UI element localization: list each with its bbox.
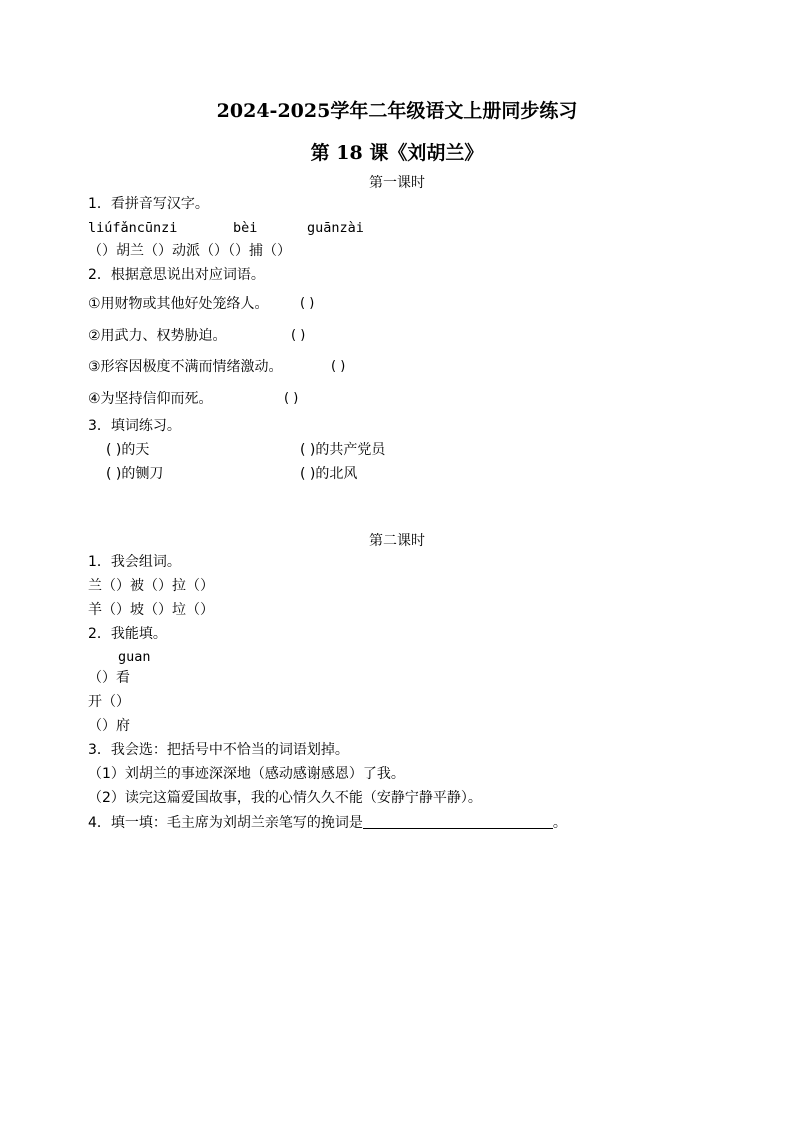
- s1-q2-answer-4: ( ): [284, 391, 299, 406]
- section2-heading: 第二课时: [369, 533, 425, 549]
- s2-q3-item-1: （1）刘胡兰的事迹深深地（感动感谢感恩）了我。: [88, 766, 405, 782]
- s2-q2-label: 2．我能填。: [88, 626, 167, 642]
- s2-q1-label: 1．我会组词。: [88, 554, 181, 570]
- s1-q1-blanks: （）胡兰（）动派（）（）捕（）: [88, 243, 291, 259]
- s1-q1-label: 1．看拼音写汉字。: [88, 196, 209, 212]
- s1-q2-answer-3: ( ): [331, 359, 346, 374]
- s2-q1-row-2: 羊（）坡（）垃（）: [88, 602, 214, 618]
- s1-q2-item-3: ③形容因极度不满而情绪激动。: [88, 359, 283, 375]
- s2-q3-label: 3．我会选：把括号中不恰当的词语划掉。: [88, 742, 349, 758]
- s1-q1-pinyin-1: liúfǎncūnzi: [88, 220, 178, 236]
- s2-q2-row-3: （）府: [88, 718, 130, 734]
- s1-q2-answer-2: ( ): [291, 328, 306, 343]
- s2-q4: [88, 814, 567, 832]
- section1-heading: 第一课时: [369, 175, 425, 191]
- s2-q4-blank[interactable]: [363, 814, 553, 829]
- s1-q2-item-4: ④为坚持信仰而死。: [88, 391, 213, 407]
- s2-q2-row-2: 开（）: [88, 694, 130, 710]
- s1-q3-item-2-left: ( )的铡刀: [106, 466, 164, 482]
- s1-q2-item-2: ②用武力、权势胁迫。: [88, 328, 227, 344]
- s2-q3-item-2: （2）读完这篇爱国故事，我的心情久久不能（安静宁静平静）。: [88, 790, 482, 806]
- s2-q1-row-1: 兰（）被（）拉（）: [88, 578, 214, 594]
- lesson-title: 第 18 课《刘胡兰》: [310, 142, 484, 164]
- s1-q1-pinyin-3: guānzài: [307, 220, 364, 236]
- s1-q3-item-1-right: ( )的共产党员: [300, 442, 386, 458]
- s2-q2-pinyin: guan: [118, 649, 151, 665]
- s1-q3-item-1-left: ( )的天: [106, 442, 150, 458]
- s1-q2-answer-1: ( ): [300, 296, 315, 311]
- s1-q3-label: 3．填词练习。: [88, 418, 181, 434]
- s2-q2-row-1: （）看: [88, 670, 130, 686]
- s1-q2-label: 2．根据意思说出对应词语。: [88, 267, 265, 283]
- s1-q1-pinyin-2: bèi: [233, 220, 258, 236]
- worksheet-title: 2024-2025学年二年级语文上册同步练习: [216, 100, 578, 122]
- s1-q3-item-2-right: ( )的北风: [300, 466, 358, 482]
- s2-q4-end: 。: [552, 815, 567, 831]
- s2-q4-label: 4．填一填：毛主席为刘胡兰亲笔写的挽词是: [88, 815, 363, 831]
- s1-q2-item-1: ①用财物或其他好处笼络人。: [88, 296, 269, 312]
